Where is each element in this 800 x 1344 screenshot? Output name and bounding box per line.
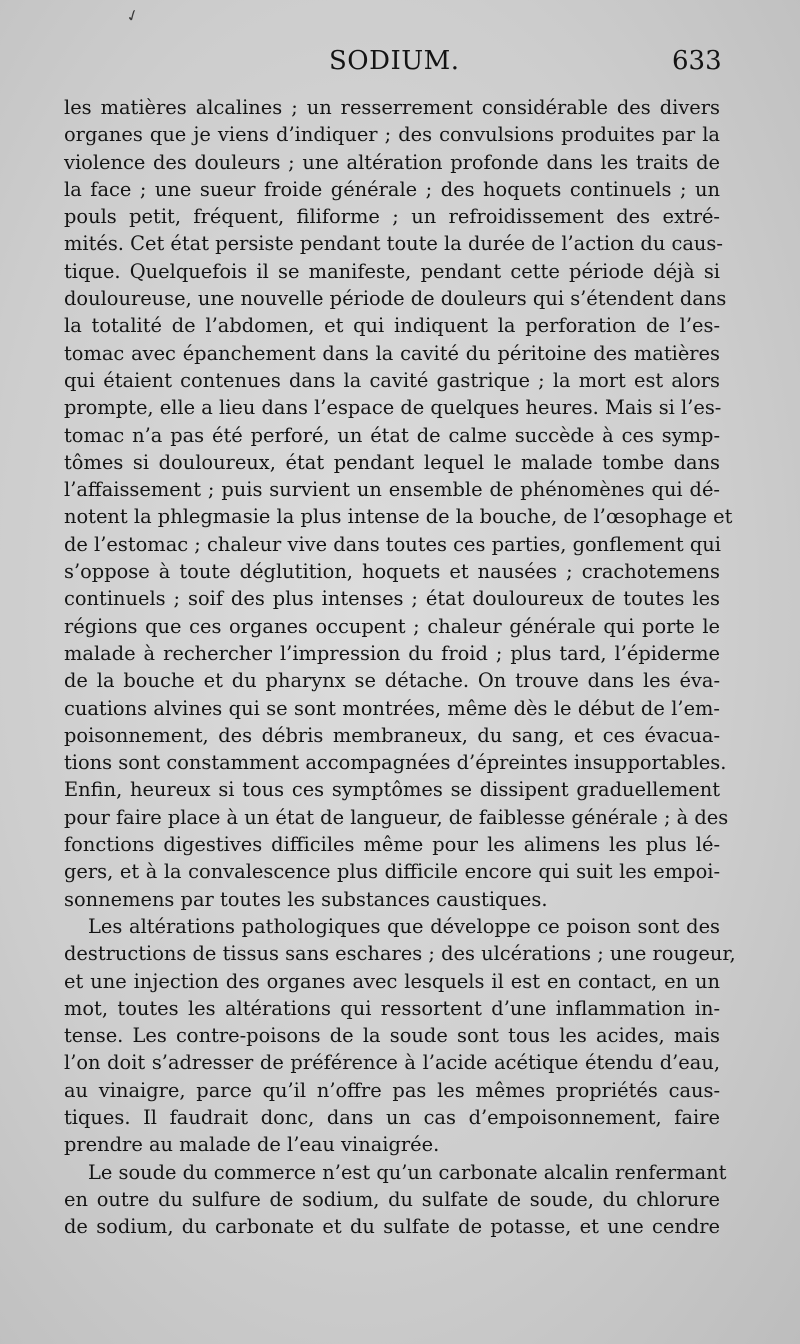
text-line: tique. Quelquefois il se manifeste, pendant cette période déjà si [64, 259, 720, 283]
page-header [0, 46, 800, 82]
text-line: mot, toutes les altérations qui ressortent d’une inflammation in- [64, 996, 720, 1020]
text-line: gers, et à la convalescence plus difficile encore qui suit les empoi- [64, 860, 720, 884]
text-line: pour faire place à un état de langueur, de faiblesse générale ; à des [64, 805, 729, 829]
text-line: sonnemens par toutes les substances caustiques. [64, 887, 548, 911]
text-line: continuels ; soif des plus intenses ; état douloureux de toutes les [64, 587, 720, 611]
text-line: au vinaigre, parce qu’il n’offre pas les mêmes propriétés caus- [64, 1078, 720, 1102]
text-line: Le soude du commerce n’est qu’un carbonate alcalin renfermant [88, 1160, 727, 1184]
text-line: organes que je viens d’indiquer ; des convulsions produites par la [64, 123, 720, 147]
text-line: fonctions digestives difficiles même pour les alimens les plus lé- [64, 833, 720, 857]
text-line: en outre du sulfure de sodium, du sulfate de soude, du chlorure [64, 1187, 720, 1211]
text-line: Enfin, heureux si tous ces symptômes se dissipent graduellement [64, 778, 720, 802]
text-line: tomac n’a pas été perforé, un état de calme succède à ces symp- [64, 423, 720, 447]
text-line: malade à rechercher l’impression du froid ; plus tard, l’épiderme [64, 641, 720, 665]
text-line: et une injection des organes avec lesquels il est en contact, en un [64, 969, 720, 993]
text-line: cuations alvines qui se sont montrées, même dès le début de l’em- [64, 696, 720, 720]
text-line: prendre au malade de l’eau vinaigrée. [64, 1133, 440, 1157]
running-head: SODIUM. [329, 46, 460, 76]
text-line: la totalité de l’abdomen, et qui indiquent la perforation de l’es- [64, 314, 720, 338]
text-line: de la bouche et du pharynx se détache. On trouve dans les éva- [64, 669, 720, 693]
text-line: de sodium, du carbonate et du sulfate de potasse, et une cendre [64, 1215, 720, 1239]
text-line: l’affaissement ; puis survient un ensemble de phénomènes qui dé- [64, 478, 720, 502]
text-line: les matières alcalines ; un resserrement considérable des divers [64, 96, 720, 119]
body-text [64, 94, 736, 1240]
text-line: s’oppose à toute déglutition, hoquets et nausées ; crachotemens [64, 560, 720, 584]
text-line: régions que ces organes occupent ; chaleur générale qui porte le [64, 614, 720, 638]
text-line: douloureuse, une nouvelle période de douleurs qui s’étendent dans [64, 287, 727, 311]
text-line: tiques. Il faudrait donc, dans un cas d’empoisonnement, faire [64, 1105, 720, 1129]
page-number: 633 [672, 46, 722, 76]
text-line: Les altérations pathologiques que développe ce poison sont des [88, 914, 720, 938]
text-line: notent la phlegmasie la plus intense de la bouche, de l’œsophage et [64, 505, 733, 529]
text-line: pouls petit, fréquent, filiforme ; un refroidissement des extré- [64, 205, 720, 229]
text-line: de l’estomac ; chaleur vive dans toutes ces parties, gonflement qui [64, 532, 721, 556]
text-line: tomac avec épanchement dans la cavité du péritoine des matières [64, 341, 720, 365]
text-line: violence des douleurs ; une altération profonde dans les traits de [64, 150, 720, 174]
text-line: mités. Cet état persiste pendant toute la durée de l’action du caus- [64, 232, 723, 256]
text-line: poisonnement, des débris membraneux, du sang, et ces évacua- [64, 723, 720, 747]
text-line: qui étaient contenues dans la cavité gastrique ; la mort est alors [64, 368, 720, 392]
text-line: la face ; une sueur froide générale ; des hoquets continuels ; un [64, 177, 720, 201]
text-line: prompte, elle a lieu dans l’espace de quelques heures. Mais si l’es- [64, 396, 722, 420]
text-line: tense. Les contre-poisons de la soude sont tous les acides, mais [64, 1024, 720, 1048]
text-line: tômes si douloureux, état pendant lequel le malade tombe dans [64, 450, 720, 474]
text-line: tions sont constamment accompagnées d’épreintes insupportables. [64, 751, 727, 775]
text-line: l’on doit s’adresser de préférence à l’acide acétique étendu d’eau, [64, 1051, 720, 1075]
ink-mark: ✓ [123, 4, 143, 27]
text-line: destructions de tissus sans eschares ; des ulcérations ; une rougeur, [64, 942, 736, 966]
